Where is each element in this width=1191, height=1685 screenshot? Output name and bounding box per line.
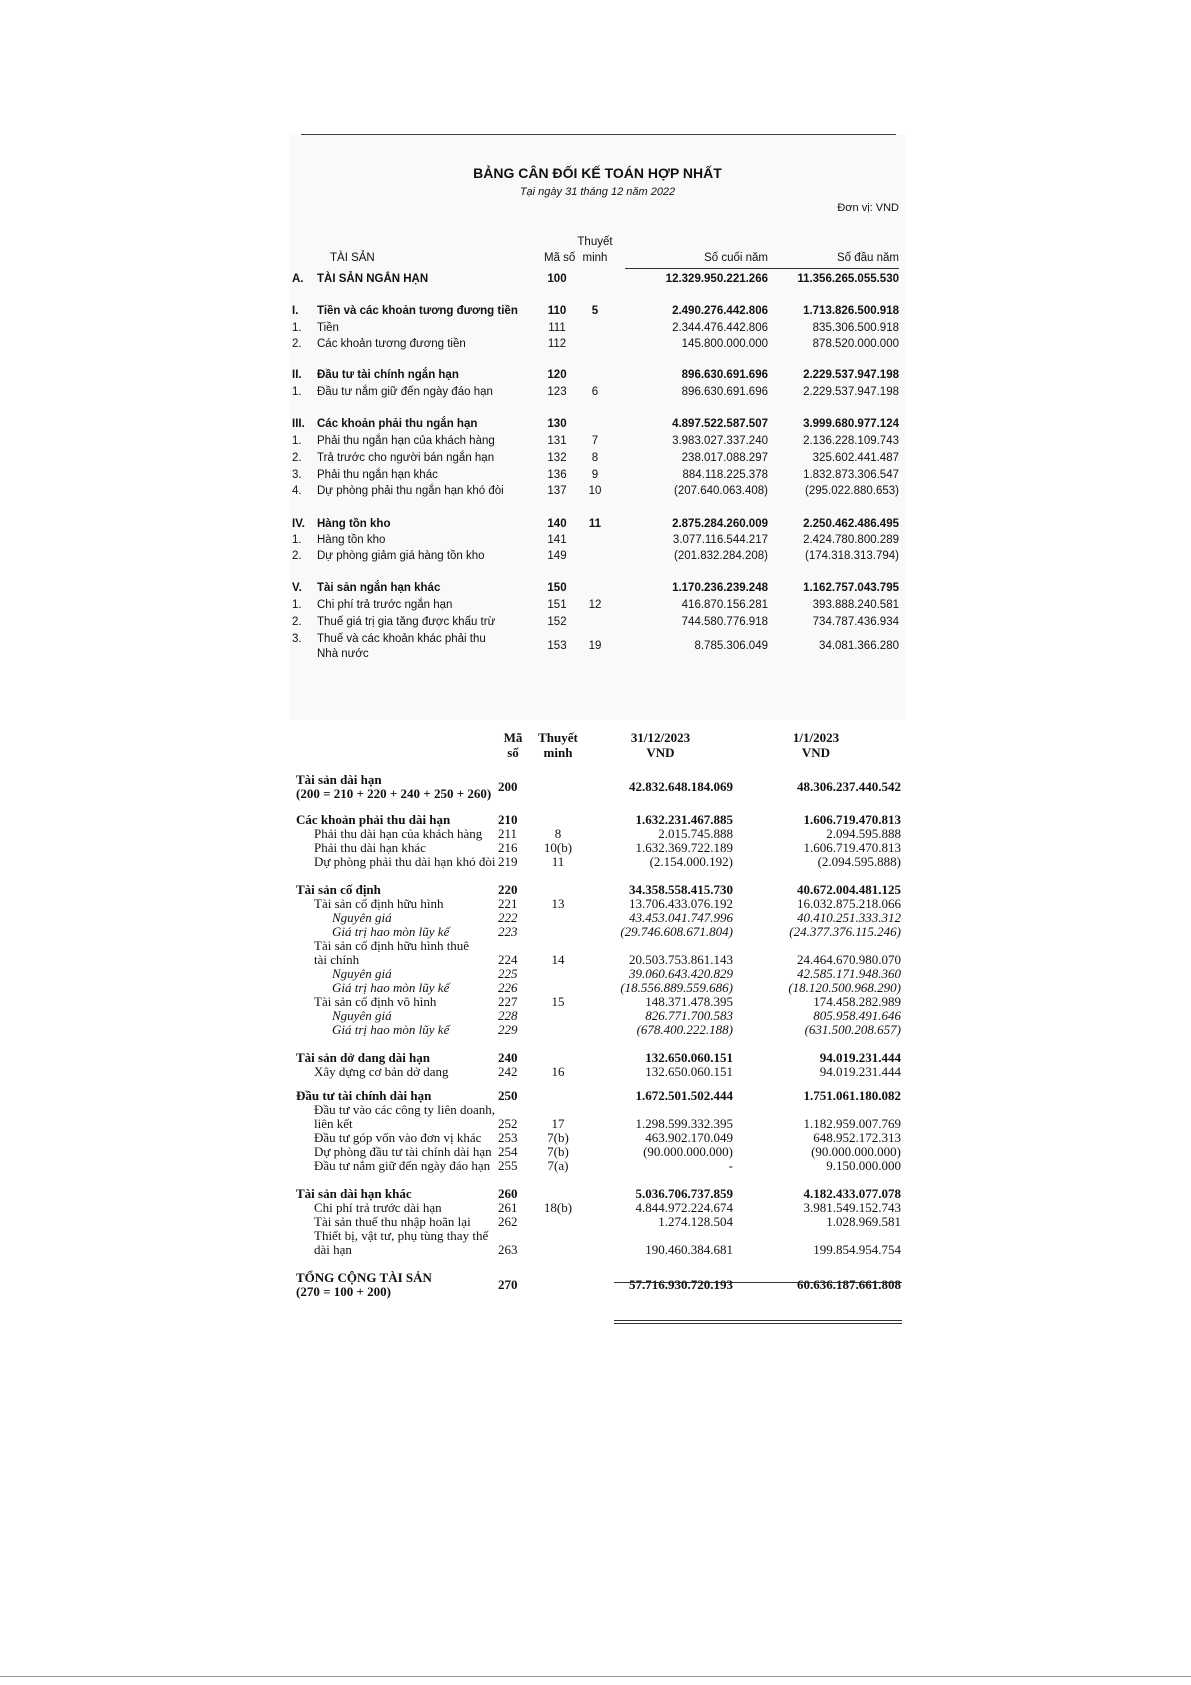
- lt-row-begin-value: 199.854.954.754: [813, 1242, 901, 1257]
- lt-row-code: 222: [498, 910, 518, 925]
- lt-header-end-line2: VND: [646, 745, 675, 760]
- lt-row-begin-value: 60.636.187.661.808: [797, 1277, 901, 1292]
- lt-row-end-value: 5.036.706.737.859: [635, 1186, 733, 1201]
- currency-unit: Đơn vị: VND: [837, 202, 899, 214]
- lt-header-begin-line2: VND: [801, 745, 831, 760]
- lt-row-code: 221: [498, 896, 518, 911]
- lt-row-begin-value: 9.150.000.000: [826, 1158, 901, 1173]
- row-code: 130: [547, 418, 567, 430]
- row-name: TÀI SẢN NGẮN HẠN: [317, 273, 429, 285]
- header-note-line1: Thuyết: [577, 236, 613, 248]
- row-code: 150: [547, 582, 567, 594]
- header-begin-period: Số đầu năm: [836, 252, 899, 264]
- lt-row-begin-value: 1.606.719.470.813: [803, 840, 901, 855]
- lt-row-name: Tài sản cố định hữu hình thuê: [314, 938, 470, 953]
- lt-row-name: Tài sản cố định hữu hình: [314, 896, 444, 911]
- row-begin-value: 1.162.757.043.795: [803, 582, 899, 594]
- lt-row-begin-value: (18.120.500.968.290): [788, 980, 901, 995]
- lt-row-name: Dự phòng đầu tư tài chính dài hạn: [314, 1144, 492, 1159]
- lt-row-name: Dự phòng phải thu dài hạn khó đòi: [314, 854, 496, 869]
- lt-row-code: 255: [498, 1158, 518, 1173]
- row-label: 2.: [292, 338, 302, 350]
- row-name-cont: Nhà nước: [317, 648, 369, 660]
- statement-title: BẢNG CÂN ĐỐI KẾ TOÁN HỢP NHẤT: [473, 165, 722, 181]
- row-end-value: 145.800.000.000: [681, 338, 768, 350]
- row-begin-value: 11.356.265.055.530: [797, 273, 899, 285]
- lt-row-name: Tài sản dài hạn: [296, 772, 382, 787]
- lt-row-name: Tài sản dài hạn khác: [296, 1186, 412, 1201]
- lt-row-begin-value: 40.410.251.333.312: [797, 910, 901, 925]
- lt-row-end-value: 43.453.041.747.996: [629, 910, 733, 925]
- lt-row-end-value: 826.771.700.583: [645, 1008, 733, 1023]
- row-name: Thuế giá trị gia tăng được khấu trừ: [317, 616, 496, 628]
- row-note: 8: [591, 452, 599, 464]
- row-label: IV.: [292, 518, 306, 530]
- lt-row-code: 242: [498, 1064, 518, 1079]
- lt-row-note: 7(b): [547, 1130, 569, 1145]
- lt-row-note: 13: [551, 896, 565, 911]
- header-end-underline: [625, 268, 768, 269]
- row-code: 152: [547, 616, 567, 628]
- lt-row-name: Giá trị hao mòn lũy kế: [332, 1022, 450, 1037]
- row-name: Đầu tư tài chính ngắn hạn: [317, 369, 459, 381]
- row-note: 9: [591, 469, 599, 481]
- row-begin-value: 835.306.500.918: [812, 322, 899, 334]
- lt-row-end-value: (18.556.889.559.686): [620, 980, 733, 995]
- row-end-value: 2.344.476.442.806: [672, 322, 768, 334]
- lt-row-name-cont: (270 = 100 + 200): [296, 1284, 391, 1299]
- row-end-value: 744.580.776.918: [681, 616, 768, 628]
- row-note: 7: [591, 435, 599, 447]
- lt-row-name-cont: tài chính: [314, 952, 360, 967]
- lt-row-note: 10(b): [543, 840, 573, 855]
- lt-row-end-value: (29.746.608.671.804): [620, 924, 733, 939]
- row-label: 4.: [292, 485, 302, 497]
- lt-row-code: 240: [498, 1050, 518, 1065]
- lt-row-begin-value: (2.094.595.888): [817, 854, 901, 869]
- page-bottom-rule: [0, 1676, 1191, 1677]
- header-note-line2: minh: [582, 252, 608, 264]
- lt-row-begin-value: (631.500.208.657): [804, 1022, 901, 1037]
- row-code: 132: [547, 452, 567, 464]
- lt-row-code: 253: [498, 1130, 518, 1145]
- lt-header-note-line2: minh: [543, 745, 573, 760]
- lt-row-end-value: 132.650.060.151: [645, 1064, 733, 1079]
- lt-header-code-line2: số: [507, 745, 519, 760]
- lt-row-name: Phải thu dài hạn của khách hàng: [314, 826, 483, 841]
- row-begin-value: 878.520.000.000: [812, 338, 899, 350]
- row-label: II.: [292, 369, 302, 381]
- lt-row-begin-value: 648.952.172.313: [813, 1130, 901, 1145]
- lt-row-begin-value: 42.585.171.948.360: [797, 966, 901, 981]
- row-label: 1.: [292, 534, 302, 546]
- row-note: 11: [588, 518, 602, 530]
- lt-row-end-value: 4.844.972.224.674: [635, 1200, 733, 1215]
- lt-row-code: 211: [498, 826, 518, 841]
- row-begin-value: 2.250.462.486.495: [803, 518, 899, 530]
- row-code: 140: [547, 518, 567, 530]
- row-label: 1.: [292, 435, 302, 447]
- lt-row-name: Tài sản dở dang dài hạn: [296, 1050, 431, 1065]
- lt-row-begin-value: 16.032.875.218.066: [797, 896, 901, 911]
- short-term-assets-section: [290, 135, 905, 720]
- lt-row-note: 16: [551, 1064, 565, 1079]
- row-label: 3.: [292, 633, 302, 645]
- lt-row-begin-value: (90.000.000.000): [811, 1144, 901, 1159]
- lt-row-name-cont: (200 = 210 + 220 + 240 + 250 + 260): [296, 786, 492, 801]
- lt-row-code: 261: [498, 1200, 518, 1215]
- row-name: Trả trước cho người bán ngắn hạn: [317, 452, 495, 464]
- row-end-value: 8.785.306.049: [694, 640, 768, 652]
- statement-subtitle: Tại ngày 31 tháng 12 năm 2022: [519, 186, 676, 198]
- row-end-value: 2.875.284.260.009: [672, 518, 768, 530]
- lt-row-end-value: 190.460.384.681: [645, 1242, 733, 1257]
- lt-row-begin-value: 4.182.433.077.078: [803, 1186, 901, 1201]
- lt-row-code: 260: [498, 1186, 518, 1201]
- lt-row-note: 11: [551, 854, 565, 869]
- lt-row-code: 216: [498, 840, 518, 855]
- lt-row-end-value: 42.832.648.184.069: [629, 779, 733, 794]
- row-name: Dự phòng phải thu ngắn hạn khó đòi: [317, 485, 504, 497]
- total-bottom-rule-1: [614, 1320, 902, 1321]
- lt-row-code: 227: [498, 994, 518, 1009]
- lt-header-code-line1: Mã: [503, 730, 523, 745]
- row-label: 3.: [292, 469, 302, 481]
- lt-row-end-value: 132.650.060.151: [645, 1050, 733, 1065]
- row-name: Tài sản ngắn hạn khác: [317, 582, 441, 594]
- lt-row-begin-value: 1.028.969.581: [826, 1214, 901, 1229]
- row-label: 1.: [292, 322, 302, 334]
- lt-row-name: Chi phí trả trước dài hạn: [314, 1200, 442, 1215]
- row-code: 153: [547, 640, 567, 652]
- lt-row-name: Tài sản cố định: [296, 882, 381, 897]
- row-end-value: 3.983.027.337.240: [672, 435, 768, 447]
- header-item: TÀI SẢN: [330, 252, 375, 264]
- row-name: Chi phí trả trước ngắn hạn: [317, 599, 453, 611]
- lt-row-end-value: 148.371.478.395: [645, 994, 733, 1009]
- lt-row-name: Đầu tư nắm giữ đến ngày đáo hạn: [314, 1158, 491, 1173]
- lt-row-name: Nguyên giá: [332, 1008, 392, 1023]
- row-label: 2.: [292, 616, 302, 628]
- row-begin-value: 2.136.228.109.743: [803, 435, 899, 447]
- lt-row-end-value: 1.632.369.722.189: [635, 840, 733, 855]
- lt-row-note: 8: [554, 826, 562, 841]
- row-end-value: (201.832.284.208): [674, 550, 768, 562]
- row-code: 131: [547, 435, 567, 447]
- lt-row-end-value: 13.706.433.076.192: [629, 896, 733, 911]
- lt-row-code: 270: [498, 1277, 518, 1292]
- lt-row-end-value: 34.358.558.415.730: [629, 882, 733, 897]
- row-end-value: 4.897.522.587.507: [672, 418, 768, 430]
- row-begin-value: (295.022.880.653): [805, 485, 899, 497]
- row-name: Phải thu ngắn hạn khác: [317, 469, 438, 481]
- total-bottom-rule-2: [614, 1323, 902, 1324]
- lt-row-code: 262: [498, 1214, 518, 1229]
- row-name: Tiền: [317, 322, 339, 334]
- lt-row-begin-value: 24.464.670.980.070: [797, 952, 901, 967]
- lt-row-end-value: 39.060.643.420.829: [629, 966, 733, 981]
- lt-row-note: 18(b): [543, 1200, 573, 1215]
- row-code: 120: [547, 369, 567, 381]
- row-begin-value: 2.424.780.800.289: [803, 534, 899, 546]
- row-begin-value: 393.888.240.581: [812, 599, 899, 611]
- row-begin-value: 734.787.436.934: [812, 616, 899, 628]
- row-label: V.: [292, 582, 302, 594]
- row-end-value: 12.329.950.221.266: [665, 273, 768, 285]
- row-end-value: 896.630.691.696: [681, 386, 768, 398]
- lt-row-name: Nguyên giá: [332, 910, 392, 925]
- lt-row-begin-value: 2.094.595.888: [826, 826, 901, 841]
- row-begin-value: 34.081.366.280: [819, 640, 899, 652]
- row-label: A.: [292, 273, 304, 285]
- row-end-value: 416.870.156.281: [681, 599, 768, 611]
- row-begin-value: 3.999.680.977.124: [803, 418, 899, 430]
- lt-header-begin-line1: 1/1/2023: [792, 730, 840, 745]
- row-label: 2.: [292, 452, 302, 464]
- lt-header-end-line1: 31/12/2023: [630, 730, 691, 745]
- lt-row-name-cont: dài hạn: [314, 1242, 352, 1257]
- row-name: Hàng tồn kho: [317, 534, 386, 546]
- lt-row-end-value: 1.274.128.504: [658, 1214, 733, 1229]
- lt-row-begin-value: (24.377.376.115.246): [789, 924, 901, 939]
- lt-row-end-value: 1.672.501.502.444: [635, 1088, 733, 1103]
- lt-row-end-value: 463.902.170.049: [645, 1130, 733, 1145]
- row-end-value: 3.077.116.544.217: [672, 534, 768, 546]
- row-begin-value: 325.602.441.487: [812, 452, 899, 464]
- lt-row-end-value: 57.716.930.720.193: [629, 1277, 733, 1292]
- lt-row-code: 228: [498, 1008, 518, 1023]
- row-note: 5: [591, 305, 599, 317]
- lt-header-note-line1: Thuyết: [538, 730, 578, 745]
- lt-row-end-value: 1.632.231.467.885: [635, 812, 733, 827]
- row-note: 6: [591, 386, 599, 398]
- lt-row-begin-value: 48.306.237.440.542: [797, 779, 901, 794]
- header-code: Mã số: [544, 252, 576, 264]
- lt-row-code: 210: [498, 812, 518, 827]
- lt-row-begin-value: 1.182.959.007.769: [803, 1116, 901, 1131]
- lt-row-code: 200: [498, 779, 518, 794]
- lt-row-note: 15: [551, 994, 565, 1009]
- row-end-value: 1.170.236.239.248: [672, 582, 768, 594]
- row-label: I.: [292, 305, 299, 317]
- lt-row-end-value: (2.154.000.192): [649, 854, 733, 869]
- row-code: 149: [547, 550, 567, 562]
- row-name: Dự phòng giảm giá hàng tồn kho: [317, 550, 485, 562]
- long-term-assets-section: [296, 728, 906, 1333]
- lt-row-end-value: (678.400.222.188): [636, 1022, 733, 1037]
- lt-row-name: Giá trị hao mòn lũy kế: [332, 924, 450, 939]
- row-begin-value: 2.229.537.947.198: [803, 386, 899, 398]
- row-note: 10: [588, 485, 602, 497]
- row-code: 123: [547, 386, 567, 398]
- lt-row-code: 252: [498, 1116, 518, 1131]
- lt-row-end-value: 2.015.745.888: [658, 826, 733, 841]
- lt-row-code: 263: [498, 1242, 518, 1257]
- row-name: Thuế và các khoản khác phải thu: [317, 633, 486, 645]
- row-end-value: (207.640.063.408): [674, 485, 768, 497]
- lt-row-note: 17: [551, 1116, 565, 1131]
- lt-row-begin-value: 94.019.231.444: [819, 1064, 901, 1079]
- row-begin-value: (174.318.313.794): [805, 550, 899, 562]
- lt-row-name: TỔNG CỘNG TÀI SẢN: [296, 1270, 432, 1285]
- lt-row-begin-value: 174.458.282.989: [813, 994, 901, 1009]
- row-begin-value: 2.229.537.947.198: [803, 369, 899, 381]
- lt-row-end-value: -: [728, 1158, 733, 1173]
- row-label: 1.: [292, 599, 302, 611]
- lt-row-begin-value: 3.981.549.152.743: [803, 1200, 901, 1215]
- total-top-rule: [614, 1282, 902, 1283]
- lt-row-end-value: (90.000.000.000): [643, 1144, 733, 1159]
- lt-row-name: Tài sản thuế thu nhập hoãn lại: [314, 1214, 471, 1229]
- lt-row-code: 226: [498, 980, 518, 995]
- row-code: 111: [548, 322, 566, 334]
- row-code: 110: [547, 305, 567, 317]
- lt-row-code: 225: [498, 966, 518, 981]
- lt-row-end-value: 1.298.599.332.395: [635, 1116, 733, 1131]
- lt-row-name: Tài sản cố định vô hình: [314, 994, 437, 1009]
- lt-row-note: 7(a): [547, 1158, 569, 1173]
- lt-row-code: 250: [498, 1088, 518, 1103]
- row-note: 19: [588, 640, 602, 652]
- lt-row-begin-value: 1.751.061.180.082: [803, 1088, 901, 1103]
- row-name: Hàng tồn kho: [317, 518, 391, 530]
- lt-row-name: Đầu tư vào các công ty liên doanh,: [314, 1102, 496, 1117]
- lt-row-name: Đầu tư góp vốn vào đơn vị khác: [314, 1130, 482, 1145]
- lt-row-begin-value: 805.958.491.646: [813, 1008, 901, 1023]
- lt-row-name: Đầu tư tài chính dài hạn: [296, 1088, 432, 1103]
- row-code: 136: [547, 469, 567, 481]
- row-code: 100: [547, 273, 567, 285]
- lt-row-name-cont: liên kết: [314, 1116, 353, 1131]
- row-code: 112: [547, 338, 567, 350]
- lt-row-code: 229: [498, 1022, 518, 1037]
- lt-row-code: 223: [498, 924, 518, 939]
- row-end-value: 896.630.691.696: [681, 369, 768, 381]
- row-code: 141: [547, 534, 567, 546]
- header-begin-underline: [763, 268, 899, 269]
- lt-row-name: Giá trị hao mòn lũy kế: [332, 980, 450, 995]
- row-name: Phải thu ngắn hạn của khách hàng: [317, 435, 495, 447]
- row-end-value: 238.017.088.297: [681, 452, 768, 464]
- lt-row-end-value: 20.503.753.861.143: [629, 952, 733, 967]
- lt-row-begin-value: 94.019.231.444: [819, 1050, 901, 1065]
- row-code: 137: [547, 485, 567, 497]
- lt-row-name: Phải thu dài hạn khác: [314, 840, 426, 855]
- row-end-value: 884.118.225.378: [682, 469, 768, 481]
- lt-row-begin-value: 40.672.004.481.125: [797, 882, 901, 897]
- lt-row-code: 224: [498, 952, 518, 967]
- row-label: III.: [292, 418, 305, 430]
- lt-row-begin-value: 1.606.719.470.813: [803, 812, 901, 827]
- lt-row-name: Các khoản phải thu dài hạn: [296, 812, 451, 827]
- row-begin-value: 1.832.873.306.547: [803, 469, 899, 481]
- row-label: 2.: [292, 550, 302, 562]
- row-label: 1.: [292, 386, 302, 398]
- lt-row-note: 14: [551, 952, 565, 967]
- row-note: 12: [588, 599, 602, 611]
- row-begin-value: 1.713.826.500.918: [803, 305, 899, 317]
- row-name: Đầu tư nắm giữ đến ngày đáo hạn: [317, 386, 493, 398]
- lt-row-code: 254: [498, 1144, 518, 1159]
- lt-row-code: 220: [498, 882, 518, 897]
- row-end-value: 2.490.276.442.806: [672, 305, 768, 317]
- lt-row-name: Xây dựng cơ bản dở dang: [314, 1064, 449, 1079]
- row-name: Tiền và các khoản tương đương tiền: [317, 305, 518, 317]
- row-code: 151: [547, 599, 567, 611]
- lt-row-code: 219: [498, 854, 518, 869]
- row-name: Các khoản tương đương tiền: [317, 338, 466, 350]
- lt-row-name: Thiết bị, vật tư, phụ tùng thay thế: [314, 1228, 489, 1243]
- lt-row-note: 7(b): [547, 1144, 569, 1159]
- lt-row-name: Nguyên giá: [332, 966, 392, 981]
- header-end-period: Số cuối năm: [704, 252, 768, 264]
- row-name: Các khoản phải thu ngắn hạn: [317, 418, 478, 430]
